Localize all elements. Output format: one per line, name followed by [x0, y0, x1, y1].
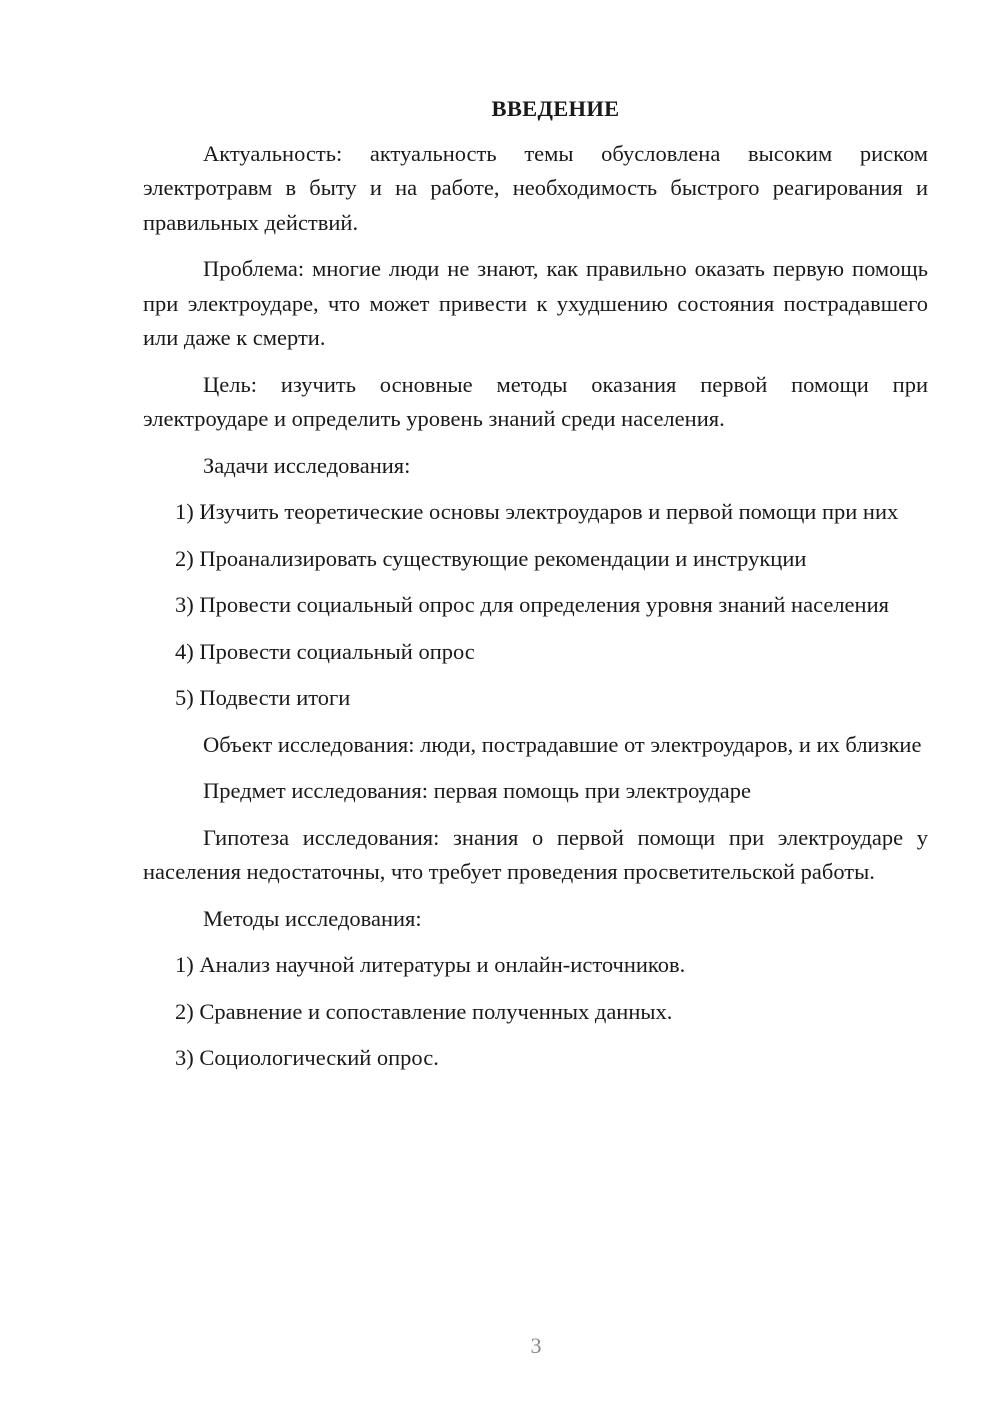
task-item-3: 3) Провести социальный опрос для определения уровня знаний населения — [175, 592, 889, 617]
page-number: 3 — [530, 1333, 542, 1358]
task-item-5: 5) Подвести итоги — [175, 685, 351, 710]
paragraph-hypothesis: Гипотеза исследования: знания о первой помощи при электроударе у населения недостаточны, что требует проведения просветительской работы. — [143, 824, 928, 884]
paragraph-object: Объект исследования: люди, пострадавшие от электроударов, и их близкие — [203, 731, 922, 757]
task-item-4: 4) Провести социальный опрос — [175, 638, 475, 664]
paragraph-goal: Цель: изучить основные методы оказания первой помощи при электроударе и определить уровень знаний среди населения. — [143, 371, 928, 431]
document-body — [143, 92, 928, 1076]
task-item-1: 1) Изучить теоретические основы электроударов и первой помощи при них — [175, 499, 899, 524]
page-title: ВВЕДЕНИЕ — [491, 96, 620, 121]
method-item-3: 3) Социологический опрос. — [175, 1045, 439, 1070]
tasks-heading: Задачи исследования: — [203, 452, 411, 478]
paragraph-subject: Предмет исследования: первая помощь при электроударе — [203, 778, 752, 803]
method-item-1: 1) Анализ научной литературы и онлайн-источников. — [175, 952, 686, 977]
methods-heading: Методы исследования: — [203, 905, 422, 931]
paragraph-problem: Проблема: многие люди не знают, как правильно оказать первую помощь при электроударе, что может привести к ухудшению состояния пострадавшего или даже к смерти. — [143, 256, 928, 350]
task-item-2: 2) Проанализировать существующие рекомендации и инструкции — [175, 545, 807, 571]
method-item-2: 2) Сравнение и сопоставление полученных данных. — [175, 998, 673, 1024]
paragraph-relevance: Актуальность: актуальность темы обусловлена высоким риском электротравм в быту и на работе, необходимость быстрого реагирования и правильных действий. — [143, 140, 928, 235]
